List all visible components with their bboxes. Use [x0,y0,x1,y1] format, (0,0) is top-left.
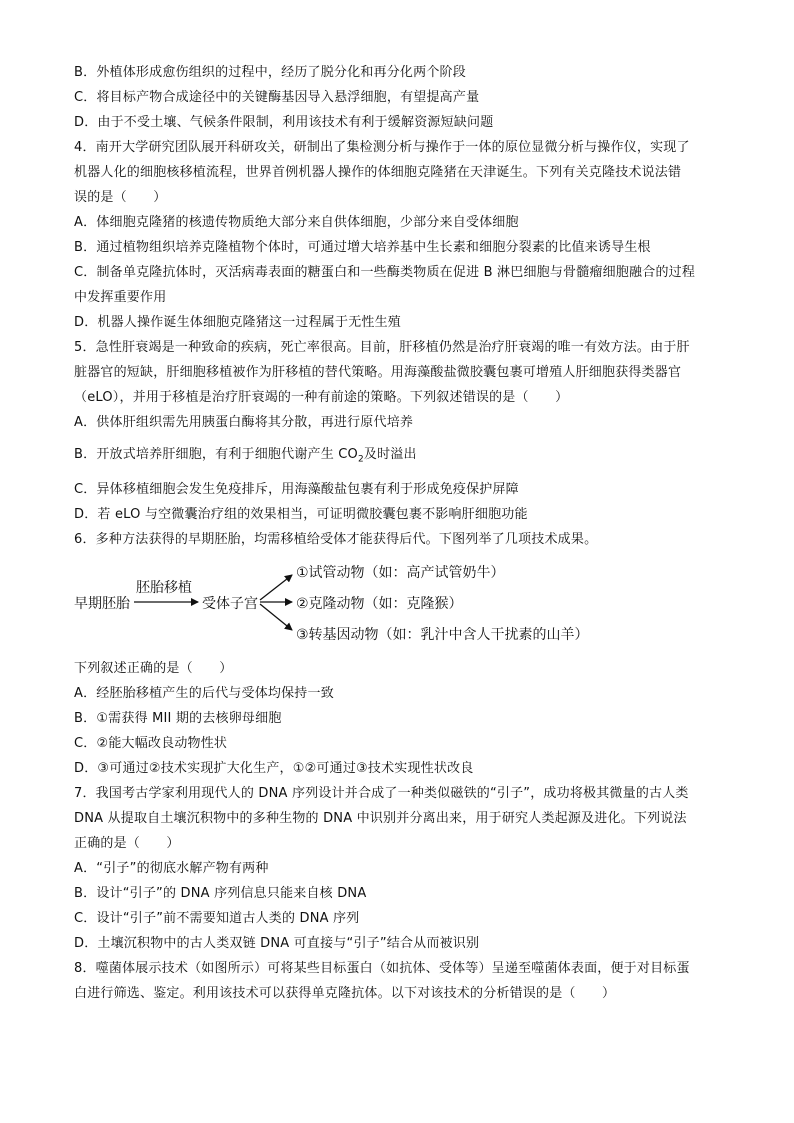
diagram-middle-label: 受体子宫 [202,596,258,612]
outcome-cloned-animal: ②克隆动物（如：克隆猴） [296,596,463,612]
q3-option-d: D．由于不受土壤、气候条件限制，利用该技术有利于缓解资源短缺问题 [74,115,494,130]
q4-stem-line1: 4．南开大学研究团队展开科研攻关，研制出了集检测分析与操作于一体的原位显微分析与操作仪，实现了 [74,140,690,155]
arrow-branch-1 [260,575,292,600]
q5-option-c: C．异体移植细胞会发生免疫排斥，用海藻酸盐包裹有利于形成免疫保护屏障 [74,482,519,497]
q5-option-b [74,446,724,469]
q6-prompt: 下列叙述正确的是（ ） [74,661,233,676]
q4-stem-line2: 机器人化的细胞核移植流程，世界首例机器人操作的体细胞克隆猪在天津诞生。下列有关克隆技术说法错 [74,165,682,180]
q7-stem-line3: 正确的是（ ） [74,836,180,851]
q7-stem-line2: DNA 从提取自土壤沉积物中的多种生物的 DNA 中识别并分离出来，用于研究人类起源及进化。下列说法 [74,811,687,826]
q4-option-a: A．体细胞克隆猪的核遗传物质绝大部分来自供体细胞，少部分来自受体细胞 [74,215,519,230]
q5-option-b-text: B．开放式培养肝细胞，有利于细胞代谢产生 CO [74,447,358,462]
q3-option-b: B．外植体形成愈伤组织的过程中，经历了脱分化和再分化两个阶段 [74,65,466,80]
q7-option-a: A．“引子”的彻底水解产物有两种 [74,861,269,876]
q4-stem-line3: 误的是（ ） [74,190,167,205]
q5-option-a: A．供体肝组织需先用胰蛋白酶将其分散，再进行原代培养 [74,415,414,430]
q8-stem-line2: 白进行筛选、鉴定。利用该技术可以获得单克隆抗体。以下对该技术的分析错误的是（ ） [74,986,616,1001]
q6-option-b: B．①需获得 MII 期的去核卵母细胞 [74,711,282,726]
q5-stem-line2: 脏器官的短缺，肝细胞移植被作为肝移植的替代策略。用海藻酸盐微胶囊包裹可增殖人肝细胞获得类器官 [74,365,682,380]
outcome-test-tube-animal: ①试管动物（如：高产试管奶牛） [296,565,505,581]
q7-option-c: C．设计“引子”前不需要知道古人类的 DNA 序列 [74,911,360,926]
diagram-arrow-label: 胚胎移植 [136,580,192,596]
q5-option-b-text-end: 及时溢出 [363,447,417,462]
outcome-transgenic-animal: ③转基因动物（如：乳汁中含人干扰素的山羊） [296,627,589,643]
q4-option-b: B．通过植物组织培养克隆植物个体时，可通过增大培养基中生长素和细胞分裂素的比值来诱导生根 [74,240,651,255]
q7-option-b: B．设计“引子”的 DNA 序列信息只能来自核 DNA [74,886,367,901]
q6-option-c: C．②能大幅改良动物性状 [74,736,228,751]
q5-option-d: D．若 eLO 与空微囊治疗组的效果相当，可证明微胶囊包裹不影响肝细胞功能 [74,507,528,522]
q7-option-d: D．土壤沉积物中的古人类双链 DNA 可直接与“引子”结合从而被识别 [74,936,480,951]
embryo-transfer-diagram [70,557,600,649]
q3-option-c: C．将目标产物合成途径中的关键酶基因导入悬浮细胞，有望提高产量 [74,90,480,105]
q7-stem-line1: 7．我国考古学家利用现代人的 DNA 序列设计并合成了一种类似磁铁的“引子”，成功将极其微量的古人类 [74,786,689,801]
q6-stem: 6．多种方法获得的早期胚胎，均需移植给受体才能获得后代。下图列举了几项技术成果。 [74,532,598,547]
q8-stem-line1: 8．噬菌体展示技术（如图所示）可将某些目标蛋白（如抗体、受体等）呈递至噬菌体表面，便于对目标蛋 [74,961,690,976]
diagram-start-label: 早期胚胎 [74,596,130,612]
q6-option-d: D．③可通过②技术实现扩大化生产，①②可通过③技术实现性状改良 [74,761,474,776]
q6-option-a: A．经胚胎移植产生的后代与受体均保持一致 [74,686,334,701]
arrow-branch-3 [260,604,292,630]
q4-option-c-line1: C．制备单克隆抗体时，灭活病毒表面的糖蛋白和一些酶类物质在促进 B 淋巴细胞与骨髓瘤细胞融合的过程 [74,265,696,280]
q5-stem-line3: （eLO），并用于移植是治疗肝衰竭的一种有前途的策略。下列叙述错误的是（ ） [74,390,569,405]
q4-option-c-line2: 中发挥重要作用 [74,290,167,305]
co2-subscript: 2 [357,454,364,465]
q4-option-d: D．机器人操作诞生体细胞克隆猪这一过程属于无性生殖 [74,315,402,330]
q5-stem-line1: 5．急性肝衰竭是一种致命的疾病，死亡率很高。目前，肝移植仍然是治疗肝衰竭的唯一有效方法。由于肝 [74,340,690,355]
